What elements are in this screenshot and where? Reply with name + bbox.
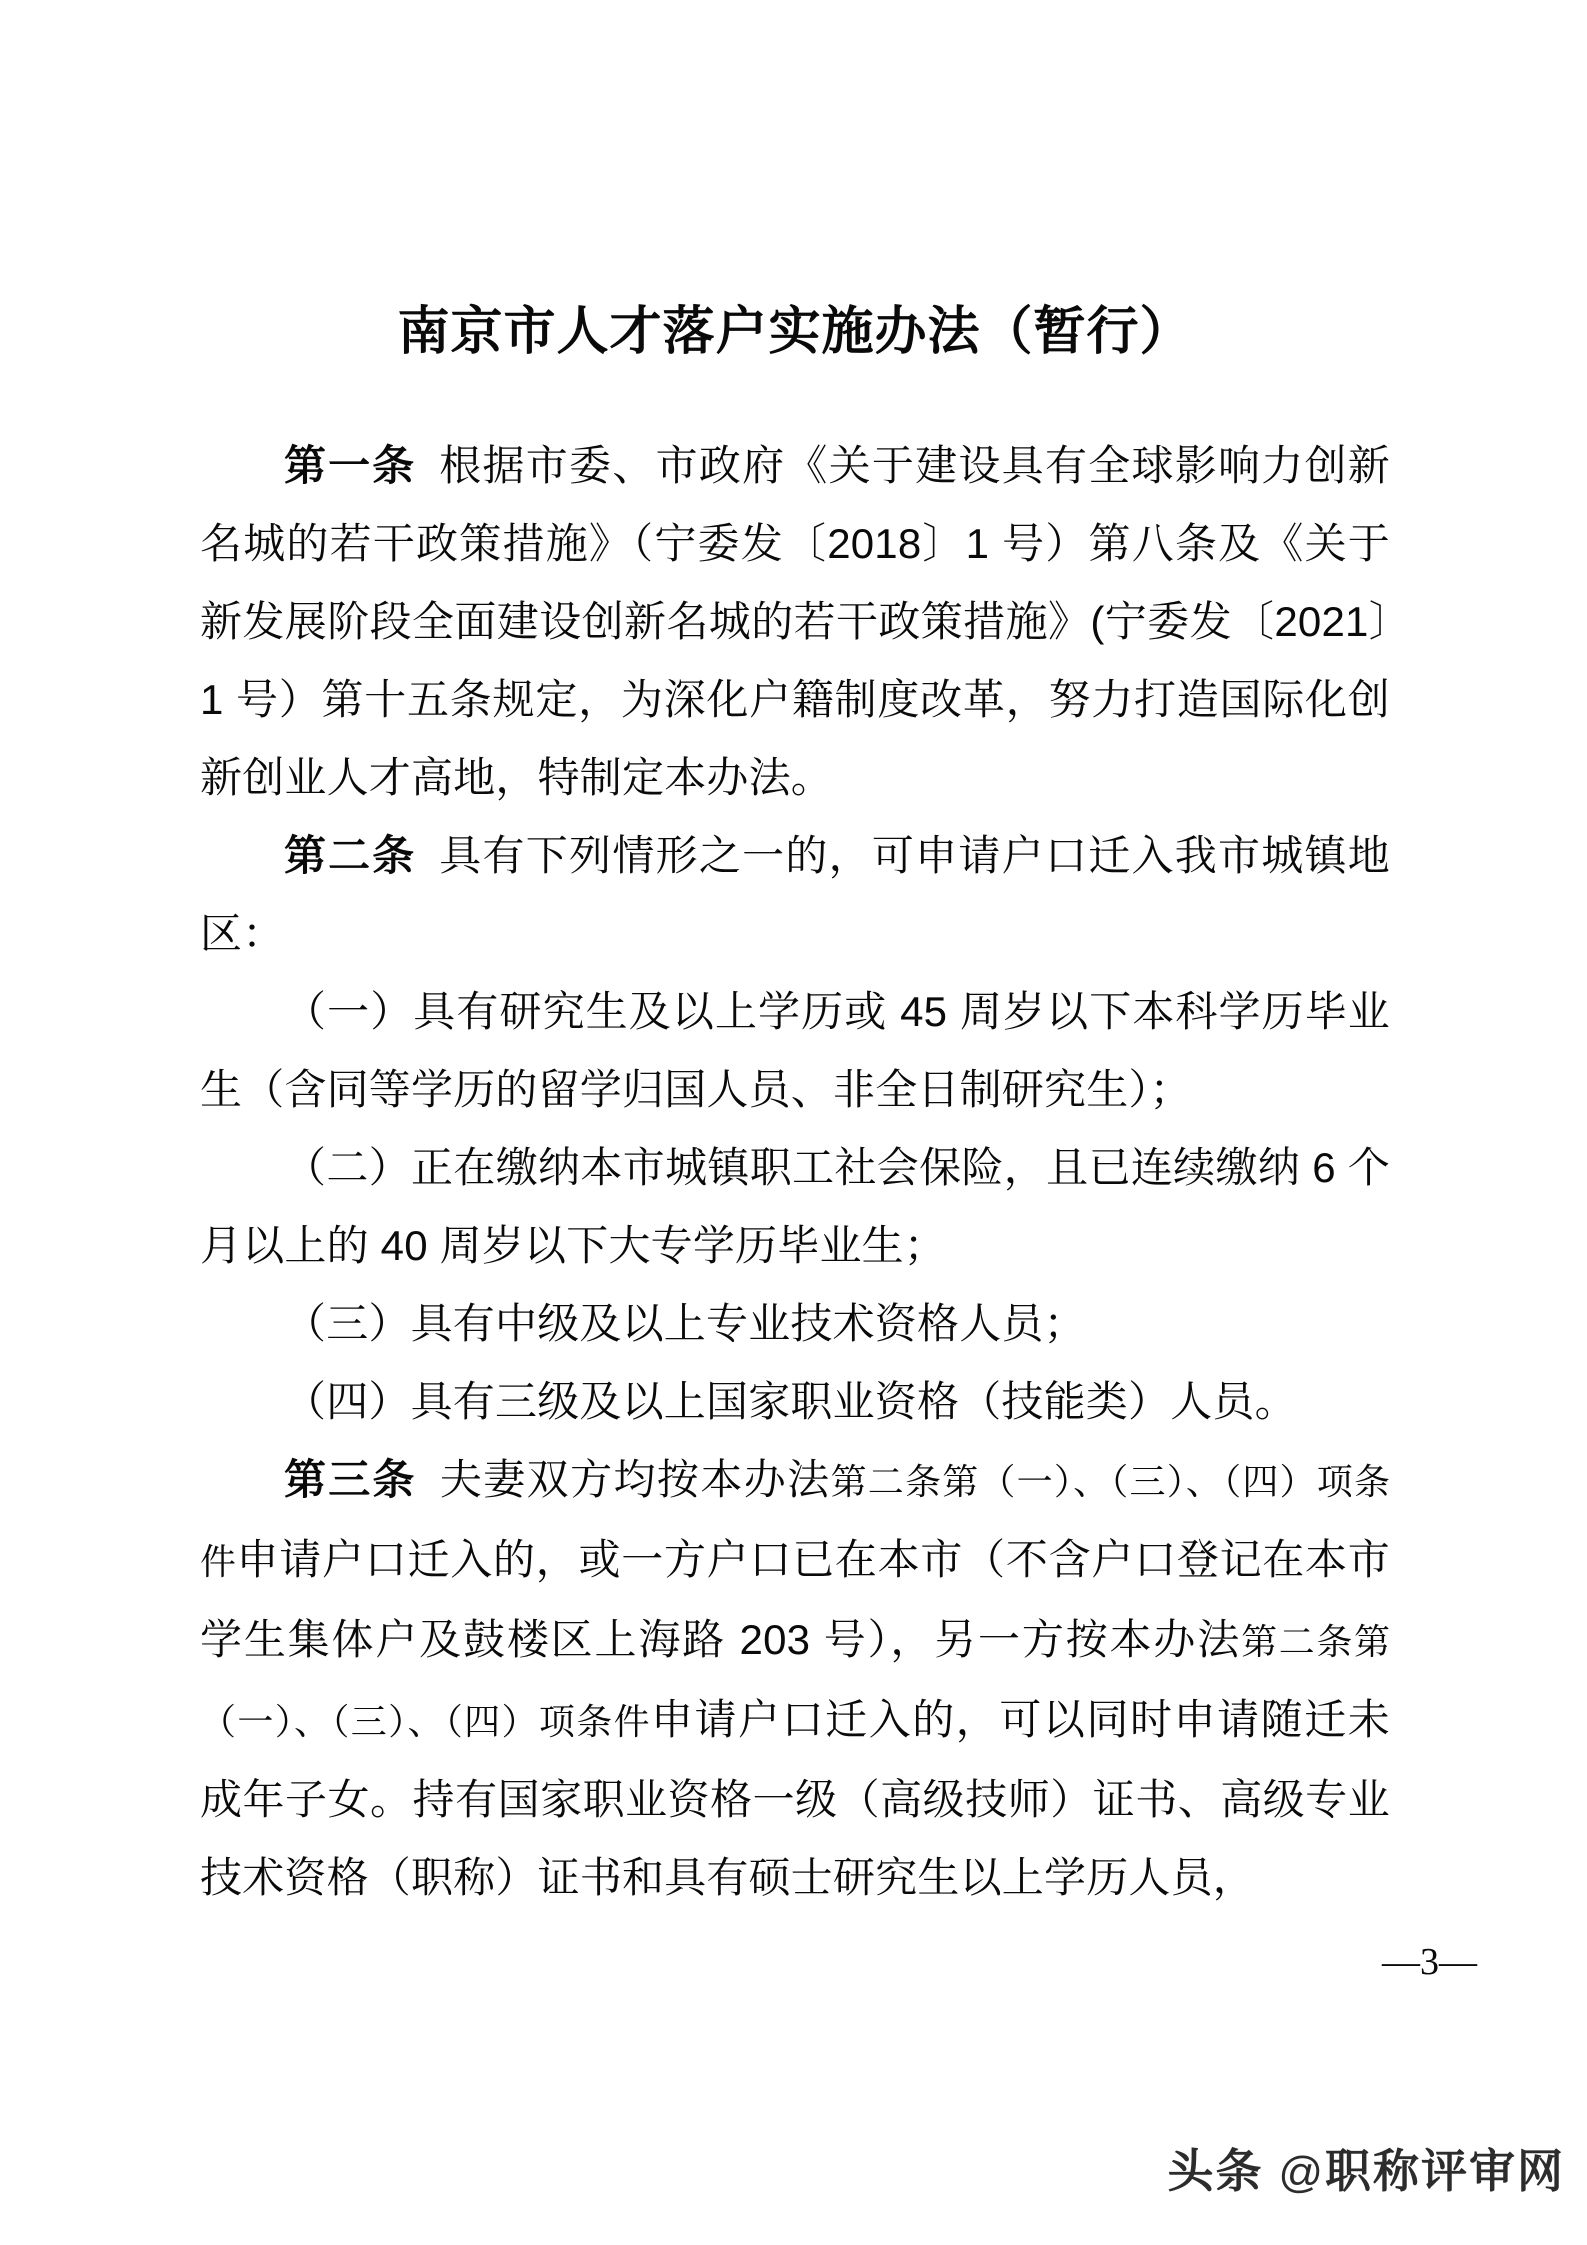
article-2-item-2-body: （二）正在缴纳本市城镇职工社会保险，且已连续缴纳 6 个月以上的 40 周岁以下大专学历毕业生； (200, 1144, 1390, 1269)
article-3-run-5: 申请户口迁入的，可以同时申请随迁未成年子女。持有国家职业资格一级（高级技师）证书、高级专业技术资格（职称）证书和具有硕士研究生以上学历人员， (200, 1696, 1390, 1901)
article-3-reference-1: 第二条第（一）、（三）、（四）项条件 (200, 1462, 1390, 1582)
page-number: —3— (1382, 1941, 1477, 1983)
document-body (200, 300, 1390, 1917)
paragraph-article-2-item-4 (200, 1363, 1390, 1441)
article-2-body: 具有下列情形之一的，可申请户口迁入我市城镇地区： (200, 832, 1390, 957)
watermark-platform: 头条 (1167, 2145, 1264, 2197)
article-2-item-3-body: （三）具有中级及以上专业技术资格人员； (284, 1300, 1086, 1347)
watermark-at-symbol: @ (1278, 2148, 1325, 2197)
watermark (1168, 2135, 1565, 2201)
article-2-heading: 第二条 (284, 832, 417, 879)
paragraph-article-2 (200, 817, 1390, 973)
article-1-body: 根据市委、市政府《关于建设具有全球影响力创新名城的若干政策措施》（宁委发〔2018〕1 号）第八条及《关于新发展阶段全面建设创新名城的若干政策措施》(宁委发〔2021〕1 号）第十五条规定，为深化户籍制度改革，努力打造国际化创新创业人才高地，特制定本办法。 (200, 442, 1390, 801)
article-3-heading: 第三条 (284, 1456, 417, 1503)
article-2-item-1-body: （一）具有研究生及以上学历或 45 周岁以下本科学历毕业生（含同等学历的留学归国人员、非全日制研究生）； (200, 988, 1390, 1113)
watermark-account: 职称评审网 (1325, 2145, 1565, 2197)
paragraph-article-2-item-2 (200, 1129, 1390, 1285)
article-3-run-3: 申请户口迁入的，或一方户口已在本市（不含户口登记在本市学生集体户及鼓楼区上海路 203 号），另一方按本办法 (200, 1536, 1390, 1663)
paragraph-article-3 (200, 1441, 1390, 1917)
article-3-reference-2: 第二条第（一）、（三）、（四）项条件 (200, 1622, 1390, 1742)
article-3-run-1: 夫妻双方均按本办法 (438, 1456, 831, 1503)
article-2-item-4-body: （四）具有三级及以上国家职业资格（技能类）人员。 (284, 1378, 1297, 1425)
paragraph-article-1 (200, 427, 1390, 817)
paragraph-article-2-item-1 (200, 973, 1390, 1129)
page-title: 南京市人才落户实施办法（暂行） (397, 303, 1193, 361)
paragraph-article-2-item-3 (200, 1285, 1390, 1363)
article-1-heading: 第一条 (284, 442, 417, 489)
